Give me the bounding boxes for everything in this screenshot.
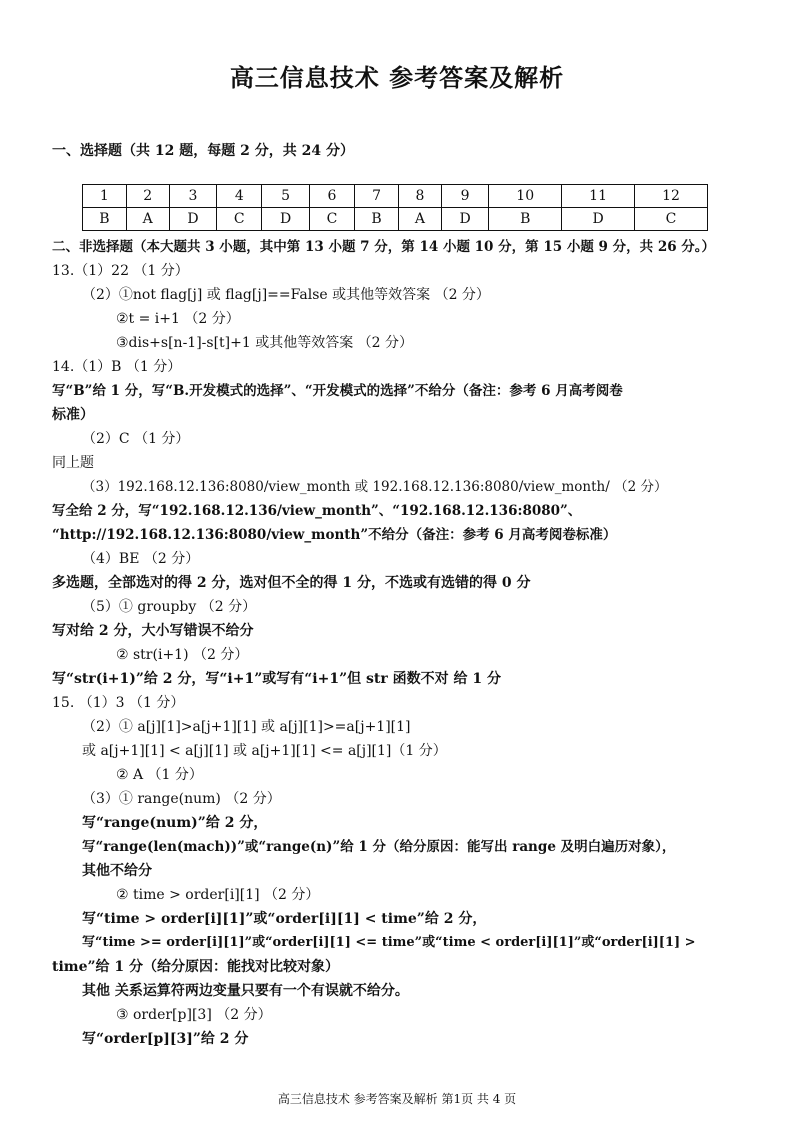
section-heading-nonchoice: 二、非选择题（本大题共 3 小题，其中第 13 小题 7 分，第 14 小题 10 分，第 15 小题 9 分，共 26 分。） bbox=[52, 239, 716, 255]
grading-note: 写“order[p][3]”给 2 分 bbox=[82, 1031, 249, 1047]
grading-note: 写“time >= order[i][1]”或“order[i][1] <= time”或“time < order[i][1]”或“order[i][1] > bbox=[82, 935, 696, 950]
section-heading-choice: 一、选择题（共 12 题，每题 2 分，共 24 分） bbox=[52, 143, 354, 159]
table-cell-answer: A bbox=[398, 208, 441, 231]
answer-line: ②t = i+1 （2 分） bbox=[116, 311, 240, 327]
page-title: 高三信息技术 参考答案及解析 bbox=[229, 64, 565, 92]
table-cell-answer: C bbox=[217, 208, 262, 231]
page-footer: 高三信息技术 参考答案及解析 第1页 共 4 页 bbox=[277, 1092, 517, 1106]
answer-line: （2）① a[j][1]>a[j+1][1] 或 a[j][1]>=a[j+1][1] bbox=[82, 719, 411, 735]
table-cell-question-number: 8 bbox=[398, 185, 441, 208]
grading-note: 同上题 bbox=[52, 455, 94, 471]
table-cell-question-number: 10 bbox=[489, 185, 562, 208]
table-cell-answer: B bbox=[489, 208, 562, 231]
answer-line: ② str(i+1) （2 分） bbox=[116, 647, 249, 663]
answer-line: （5）① groupby （2 分） bbox=[82, 599, 257, 615]
answer-line: 13.（1）22 （1 分） bbox=[52, 263, 189, 279]
table-row-numbers bbox=[83, 185, 708, 208]
table-cell-question-number: 6 bbox=[309, 185, 354, 208]
table-cell-answer: B bbox=[355, 208, 399, 231]
grading-note: 写“time > order[i][1]”或“order[i][1] < time”给 2 分， bbox=[82, 911, 487, 927]
grading-note: 写“str(i+1)”给 2 分，写“i+1”或写有“i+1”但 str 函数不对 给 1 分 bbox=[52, 671, 501, 687]
grading-note: 写对给 2 分，大小写错误不给分 bbox=[52, 623, 254, 639]
answer-line: 14.（1）B （1 分） bbox=[52, 359, 182, 375]
grading-note: 写“B”给 1 分，写“B.开发模式的选择”、“开发模式的选择”不给分（备注：参考 6 月高考阅卷 bbox=[52, 383, 623, 399]
answer-line: 或 a[j+1][1] < a[j][1] 或 a[j+1][1] <= a[j][1]（1 分） bbox=[82, 743, 447, 759]
answer-line: 15. （1）3 （1 分） bbox=[52, 695, 185, 711]
table-cell-answer: B bbox=[83, 208, 127, 231]
table-cell-question-number: 5 bbox=[262, 185, 309, 208]
table-cell-answer: C bbox=[309, 208, 354, 231]
table-cell-question-number: 4 bbox=[217, 185, 262, 208]
table-cell-answer: D bbox=[169, 208, 216, 231]
table-cell-question-number: 12 bbox=[635, 185, 708, 208]
answer-line: ② time > order[i][1] （2 分） bbox=[116, 887, 320, 903]
answer-line: ③ order[p][3] （2 分） bbox=[116, 1007, 272, 1023]
table-cell-question-number: 11 bbox=[562, 185, 635, 208]
grading-note: 多选题，全部选对的得 2 分，选对但不全的得 1 分，不选或有选错的得 0 分 bbox=[52, 575, 531, 591]
table-cell-question-number: 3 bbox=[169, 185, 216, 208]
answer-line: （3）192.168.12.136:8080/view_month 或 192.168.12.136:8080/view_month/ （2 分） bbox=[82, 479, 668, 495]
table-cell-question-number: 1 bbox=[83, 185, 127, 208]
table-cell-question-number: 7 bbox=[355, 185, 399, 208]
table-cell-answer: D bbox=[262, 208, 309, 231]
table-cell-answer: D bbox=[441, 208, 488, 231]
answer-table bbox=[82, 184, 708, 231]
table-cell-answer: C bbox=[635, 208, 708, 231]
grading-note: 写“range(num)”给 2 分， bbox=[82, 815, 268, 831]
table-row-answers bbox=[83, 208, 708, 231]
answer-line: ③dis+s[n-1]-s[t]+1 或其他等效答案 （2 分） bbox=[116, 335, 414, 351]
answer-line: （2）①not flag[j] 或 flag[j]==False 或其他等效答案 （2 分） bbox=[82, 287, 490, 303]
table-cell-answer: A bbox=[126, 208, 169, 231]
grading-note: time”给 1 分（给分原因：能找对比较对象） bbox=[52, 959, 340, 975]
answer-line: （3）① range(num) （2 分） bbox=[82, 791, 281, 807]
answer-line: （4）BE （2 分） bbox=[82, 551, 200, 567]
grading-note: “http://192.168.12.136:8080/view_month”不给分（备注：参考 6 月高考阅卷标准） bbox=[52, 527, 617, 543]
grading-note: 写全给 2 分，写“192.168.12.136/view_month”、“192.168.12.136:8080”、 bbox=[52, 503, 582, 519]
grading-note: 其他 关系运算符两边变量只要有一个有误就不给分。 bbox=[82, 983, 409, 999]
grading-note: 写“range(len(mach))”或“range(n)”给 1 分（给分原因：能写出 range 及明白遍历对象）， bbox=[82, 839, 676, 855]
table-cell-answer: D bbox=[562, 208, 635, 231]
grading-note: 其他不给分 bbox=[82, 863, 152, 879]
table-cell-question-number: 9 bbox=[441, 185, 488, 208]
grading-note: 标准） bbox=[52, 407, 94, 423]
table-cell-question-number: 2 bbox=[126, 185, 169, 208]
answer-line: ② A （1 分） bbox=[116, 767, 203, 783]
answer-line: （2）C （1 分） bbox=[82, 431, 190, 447]
